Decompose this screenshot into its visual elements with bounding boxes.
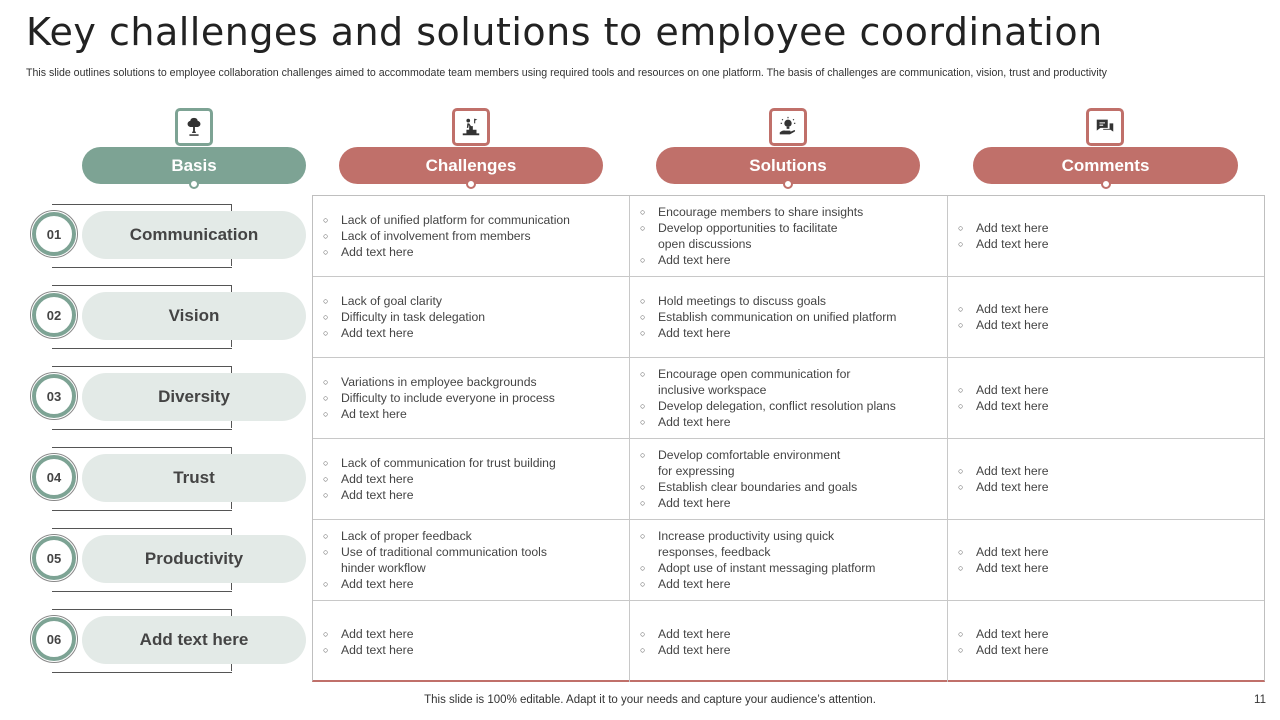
row-number: 05 xyxy=(32,536,76,580)
bullet-list xyxy=(313,374,555,422)
row-number: 06 xyxy=(32,617,76,661)
bullet-list xyxy=(630,447,857,511)
row-number: 02 xyxy=(32,293,76,337)
bullet-list xyxy=(948,463,1049,495)
basis-row xyxy=(30,609,306,671)
bullet-item: ○ Add text here xyxy=(958,642,1049,658)
bullet-item: ○ Add text here xyxy=(958,560,1049,576)
bullet-list xyxy=(948,382,1049,414)
bullet-item: ○ Add text here xyxy=(640,414,896,430)
bullet-item: ○ Develop comfortable environment for expressing xyxy=(640,447,857,479)
bullet-item: ○ Develop opportunities to facilitate open discussions xyxy=(640,220,863,252)
slide-subtitle: This slide outlines solutions to employee collaboration challenges aimed to accommodate team members using required tools and resources on one platform. The basis of challenges are communication, vision, trust and productivity xyxy=(26,67,1107,79)
bullet-item: ○ Ad text here xyxy=(323,406,555,422)
bullet-item: ○ Add text here xyxy=(958,626,1049,642)
bullet-item: ○ Encourage open communication for inclusive workspace xyxy=(640,366,896,398)
basis-row xyxy=(30,285,306,347)
basis-row xyxy=(30,366,306,428)
bullet-item: ○ Add text here xyxy=(640,325,896,341)
bullet-list xyxy=(313,528,547,592)
bullet-list xyxy=(313,293,485,341)
bullet-list xyxy=(948,220,1049,252)
bullet-item: ○ Add text here xyxy=(958,220,1049,236)
chat-bubbles-icon xyxy=(1086,108,1124,146)
header-solutions: Solutions xyxy=(656,147,920,184)
basis-row xyxy=(30,528,306,590)
header-comments: Comments xyxy=(973,147,1238,184)
row-number: 03 xyxy=(32,374,76,418)
challenges-cell xyxy=(313,196,630,277)
lightbulb-hand-icon xyxy=(769,108,807,146)
bullet-item: ○ Variations in employee backgrounds xyxy=(323,374,555,390)
comments-cell xyxy=(948,277,1264,358)
basis-label: Trust xyxy=(82,454,306,502)
bullet-item: ○ Add text here xyxy=(323,626,414,642)
bullet-item: ○ Add text here xyxy=(958,301,1049,317)
bullet-item: ○ Add text here xyxy=(323,576,547,592)
bullet-list xyxy=(630,626,731,658)
bullet-item: ○ Hold meetings to discuss goals xyxy=(640,293,896,309)
row-number: 04 xyxy=(32,455,76,499)
bullet-list xyxy=(630,204,863,268)
solutions-cell xyxy=(630,601,948,682)
bullet-item: ○ Add text here xyxy=(640,576,875,592)
bullet-item: ○ Add text here xyxy=(323,487,556,503)
bullet-item: ○ Add text here xyxy=(958,544,1049,560)
bullet-item: ○ Add text here xyxy=(640,252,863,268)
challenges-cell xyxy=(313,277,630,358)
bullet-item: ○ Add text here xyxy=(323,244,570,260)
bullet-list xyxy=(948,301,1049,333)
comments-cell xyxy=(948,601,1264,682)
bullet-item: ○ Add text here xyxy=(323,325,485,341)
bullet-list xyxy=(948,544,1049,576)
header-challenges: Challenges xyxy=(339,147,603,184)
bullet-item: ○ Difficulty in task delegation xyxy=(323,309,485,325)
comments-cell xyxy=(948,439,1264,520)
bullet-item: ○ Add text here xyxy=(958,236,1049,252)
basis-label: Add text here xyxy=(82,616,306,664)
comments-cell xyxy=(948,520,1264,601)
bullet-item: ○ Lack of proper feedback xyxy=(323,528,547,544)
challenges-cell xyxy=(313,439,630,520)
bullet-item: ○ Add text here xyxy=(958,317,1049,333)
bullet-item: ○ Establish communication on unified platform xyxy=(640,309,896,325)
bullet-item: ○ Add text here xyxy=(640,642,731,658)
bullet-item: ○ Adopt use of instant messaging platform xyxy=(640,560,875,576)
bullet-item: ○ Lack of unified platform for communication xyxy=(323,212,570,228)
comments-cell xyxy=(948,196,1264,277)
basis-row xyxy=(30,204,306,266)
slide-title: Key challenges and solutions to employee coordination xyxy=(26,10,1103,54)
footer-note: This slide is 100% editable. Adapt it to your needs and capture your audience’s attention. xyxy=(424,694,876,706)
challenges-cell xyxy=(313,601,630,682)
challenges-cell xyxy=(313,520,630,601)
bullet-list xyxy=(313,626,414,658)
bullet-item: ○ Use of traditional communication tools hinder workflow xyxy=(323,544,547,576)
bullet-item: ○ Add text here xyxy=(640,495,857,511)
bullet-item: ○ Add text here xyxy=(958,479,1049,495)
tree-icon xyxy=(175,108,213,146)
bullet-item: ○ Lack of involvement from members xyxy=(323,228,570,244)
bullet-item: ○ Establish clear boundaries and goals xyxy=(640,479,857,495)
solutions-cell xyxy=(630,520,948,601)
solutions-cell xyxy=(630,277,948,358)
bullet-list xyxy=(313,212,570,260)
basis-label: Vision xyxy=(82,292,306,340)
bullet-list xyxy=(630,366,896,430)
bullet-list xyxy=(948,626,1049,658)
bullet-item: ○ Difficulty to include everyone in process xyxy=(323,390,555,406)
basis-label: Communication xyxy=(82,211,306,259)
row-number: 01 xyxy=(32,212,76,256)
bullet-item: ○ Encourage members to share insights xyxy=(640,204,863,220)
basis-label: Productivity xyxy=(82,535,306,583)
challenges-table xyxy=(312,195,1265,682)
bullet-item: ○ Add text here xyxy=(958,398,1049,414)
page-number: 11 xyxy=(1254,694,1266,706)
basis-row xyxy=(30,447,306,509)
bullet-item: ○ Increase productivity using quick responses, feedback xyxy=(640,528,875,560)
header-basis: Basis xyxy=(82,147,306,184)
basis-label: Diversity xyxy=(82,373,306,421)
solutions-cell xyxy=(630,358,948,439)
bullet-item: ○ Add text here xyxy=(323,642,414,658)
bullet-list xyxy=(630,528,875,592)
bullet-item: ○ Develop delegation, conflict resolution plans xyxy=(640,398,896,414)
bullet-item: ○ Lack of communication for trust building xyxy=(323,455,556,471)
solutions-cell xyxy=(630,439,948,520)
bullet-item: ○ Lack of goal clarity xyxy=(323,293,485,309)
bullet-item: ○ Add text here xyxy=(958,382,1049,398)
bullet-item: ○ Add text here xyxy=(958,463,1049,479)
bullet-list xyxy=(630,293,896,341)
bullet-item: ○ Add text here xyxy=(323,471,556,487)
solutions-cell xyxy=(630,196,948,277)
comments-cell xyxy=(948,358,1264,439)
challenges-cell xyxy=(313,358,630,439)
climbing-stairs-icon xyxy=(452,108,490,146)
bullet-list xyxy=(313,455,556,503)
bullet-item: ○ Add text here xyxy=(640,626,731,642)
